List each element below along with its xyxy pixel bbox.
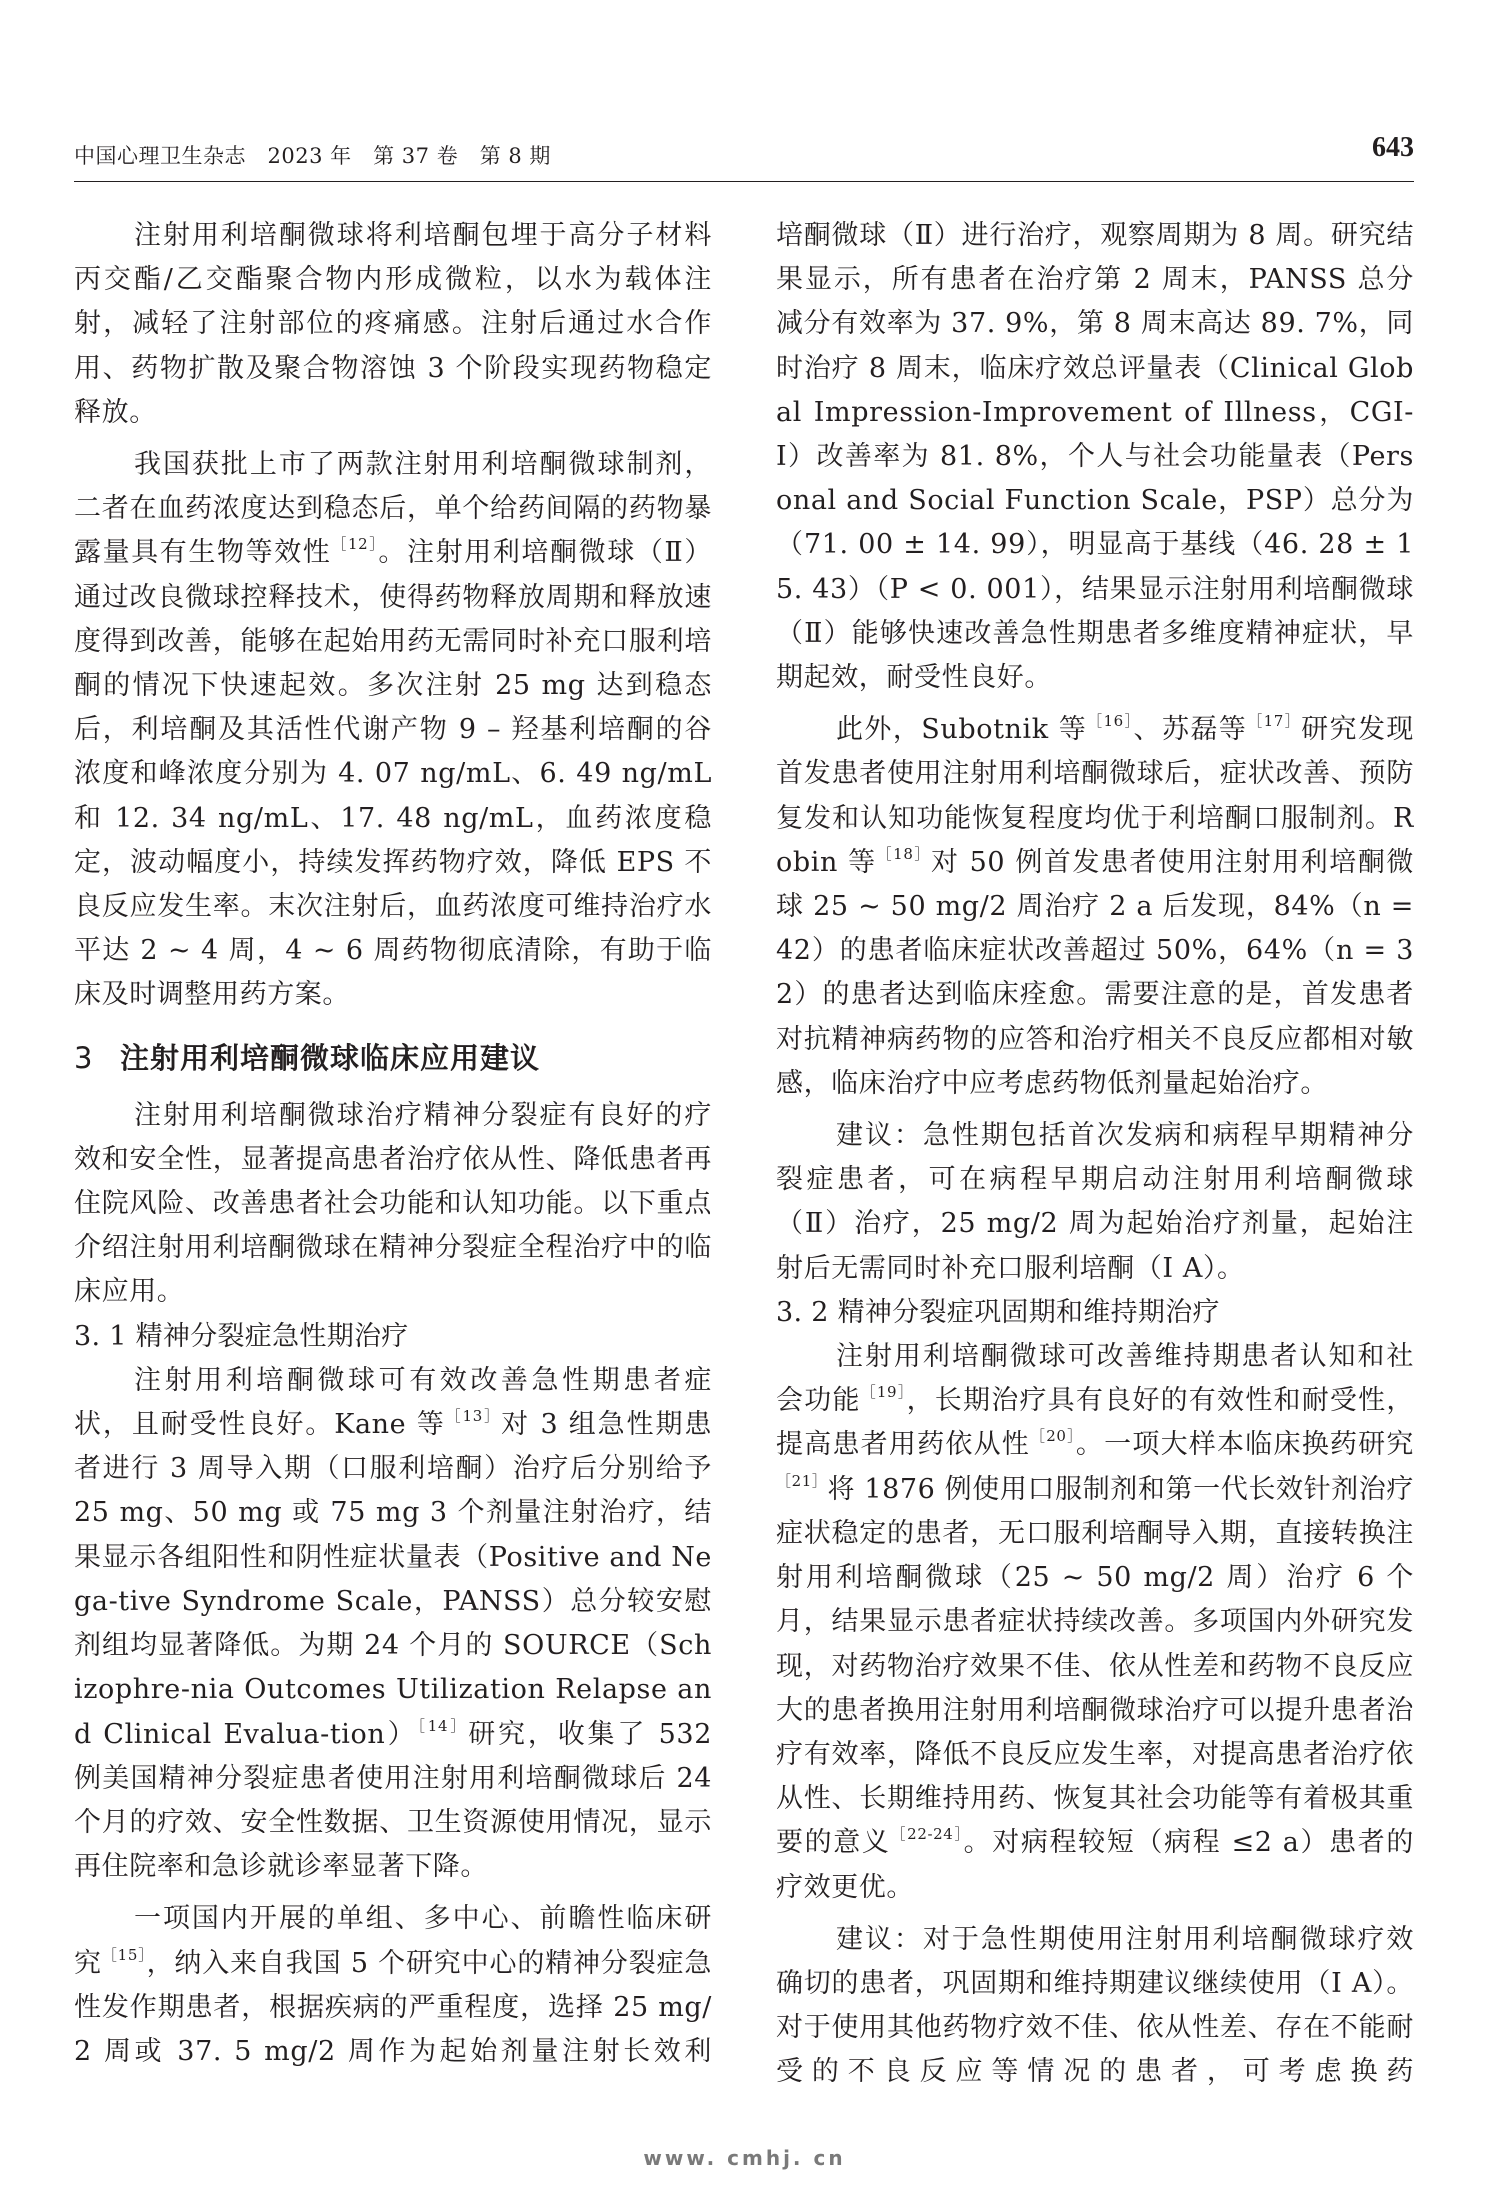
paragraph-text: 研究发现首发患者使用注射用利培酮微球后，症状改善、预防复发和认知功能恢复程度均优于利培酮口服制剂。Robin 等 [776, 714, 1414, 878]
paragraph-text: 。注射用利培酮微球（Ⅱ）通过改良微球控释技术，使得药物释放周期和释放速度得到改善，能够在起始用药无需同时补充口服利培酮的情况下快速起效。多次注射 25 mg 达到稳态后，利培酮及其活性代谢产物 9 – 羟基利培酮的谷浓度和峰浓度分别为 4. 07 ng/mL、6. 49 ng/mL 和 12. 34 ng/mL、17. 48 ng/mL，血药浓度稳定，波动幅度小，持续发挥药物疗效，降低 EPS 不良反应发生率。末次注射后，血药浓度可维持治疗水平达 2 ~ 4 周，4 ~ 6 周药物彻底清除，有助于临床及时调整用药方案。 [74, 537, 712, 1011]
subsection-3-2-heading: 3. 2 精神分裂症巩固期和维持期治疗 [776, 1296, 1220, 1328]
citation: ［18］ [876, 844, 931, 863]
citation: ［19］ [860, 1383, 907, 1402]
paragraph-first-episode [776, 708, 1414, 1106]
paragraph-text: ，长期治疗具有良好的有效性和耐受性，提高患者用药依从性 [776, 1385, 1414, 1461]
running-header [74, 118, 1414, 180]
journal-issue-title: 中国心理卫生杂志 2023 年 第 37 卷 第 8 期 [74, 144, 551, 168]
section-title: 注射用利培酮微球临床应用建议 [120, 1040, 541, 1075]
paragraph-text: 一项国内开展的单组、多中心、前瞻性临床研究 [74, 1903, 712, 1979]
paragraph-two-formulations [74, 443, 712, 1018]
paragraph-maintenance [776, 1335, 1414, 1910]
footer-url: www. cmhj. cn [643, 2146, 846, 2170]
citation: ［22-24］ [890, 1825, 964, 1844]
paragraph-text: 对 50 例首发患者使用注射用利培酮微球 25 ~ 50 mg/2 周治疗 2 a 后发现，84%（n = 42）的患者临床症状改善超过 50%，64%（n = 32）的患者达到临床痊愈。需要注意的是，首发患者对抗精神病药物的应答和治疗相关不良反应都相对敏感，临床治疗中应考虑药物低剂量起始治疗。 [776, 846, 1414, 1099]
paragraph-section-3-intro: 注射用利培酮微球治疗精神分裂症有良好的疗效和安全性，显著提高患者治疗依从性、降低患者再住院风险、改善患者社会功能和认知功能。以下重点介绍注射用利培酮微球在精神分裂症全程治疗中的临床应用。 [74, 1099, 712, 1308]
subsection-3-1-heading: 3. 1 精神分裂症急性期治疗 [74, 1320, 409, 1352]
citation: ［21］ [776, 1471, 828, 1490]
citation: ［12］ [331, 535, 379, 554]
section-3-heading [74, 1036, 712, 1080]
paragraph-text: 注射用利培酮微球可有效改善急性期患者症状，且耐受性良好。Kane 等 [74, 1364, 712, 1441]
paragraph-text: 对 3 组急性期患者进行 3 周导入期（口服利培酮）治疗后分别给予 25 mg、50 mg 或 75 mg 3 个剂量注射治疗，结果显示各组阳性和阴性症状量表（Positive and Nega-tive Syndrome Scale，PANSS）总分较安慰剂组均显著降低。为期 24 个月的 SOURCE（Schizophre-nia Outcomes Utilization Relapse and Clinical Evalua-tion） [74, 1409, 712, 1750]
paragraph-text: 我国获批上市了两款注射用利培酮微球制剂，二者在血药浓度达到稳态后，单个给药间隔的药物暴露量具有生物等效性 [74, 449, 712, 569]
paragraph-text: ，纳入来自我国 5 个研究中心的精神分裂症急性发作期患者，根据疾病的严重程度，选择 25 mg/2 周或 37. 5 mg/2 周作为起始剂量注射长效利 [74, 1947, 712, 2067]
paragraph-text: 。一项大样本临床换药研究 [1075, 1429, 1414, 1461]
paragraph-text: 。对病程较短（病程 ≤2 a）患者的疗效更优。 [776, 1827, 1414, 1903]
paragraph-text: 注射用利培酮微球可改善维持期患者认知和社会功能 [776, 1341, 1414, 1417]
paragraph-domestic-study [74, 1897, 712, 2074]
right-column [776, 214, 1414, 2095]
paragraph-text: 研究，收集了 532 例美国精神分裂症患者使用注射用利培酮微球后 24 个月的疗效、安全性数据、卫生资源使用情况，显示再住院率和急诊就诊率显著下降。 [74, 1718, 712, 1883]
paragraph-acute-phase [74, 1359, 712, 1889]
paragraph-text: 将 1876 例使用口服制剂和第一代长效针剂治疗症状稳定的患者，无口服利培酮导入期，直接转换注射用利培酮微球（25 ~ 50 mg/2 周）治疗 6 个月，结果显示患者症状持续改善。多项国内外研究发现，对药物治疗效果不佳、依从性差和药物不良反应大的患者换用注射用利培酮微球治疗可以提升患者治疗有效率，降低不良反应发生率，对提高患者治疗依从性、长期维持用药、恢复其社会功能等有着极其重要的意义 [776, 1473, 1414, 1859]
paragraph-microsphere-structure: 注射用利培酮微球将利培酮包埋于高分子材料丙交酯/乙交酯聚合物内形成微粒，以水为载体注射，减轻了注射部位的疼痛感。注射后通过水合作用、药物扩散及聚合物溶蚀 3 个阶段实现药物稳定释放。 [74, 220, 712, 428]
left-column [74, 214, 712, 2074]
header-rule [74, 181, 1414, 182]
citation: ［14］ [417, 1716, 469, 1735]
paragraph-maintenance-recommendation: 建议：对于急性期使用注射用利培酮微球疗效确切的患者，巩固期和维持期建议继续使用（Ⅰ A）。对于使用其他药物疗效不佳、依从性差、存在不能耐受的不良反应等情况的患者，可考虑换药 [776, 1923, 1414, 2088]
paragraph-text: 、苏磊等 [1133, 714, 1248, 746]
citation: ［17］ [1247, 712, 1302, 731]
citation: ［15］ [101, 1945, 147, 1964]
citation: ［20］ [1030, 1427, 1076, 1446]
paragraph-study-results: 培酮微球（Ⅱ）进行治疗，观察周期为 8 周。研究结果显示，所有患者在治疗第 2 周末，PANSS 总分减分有效率为 37. 9%，第 8 周末高达 89. 7%，同时治疗 8 周末，临床疗效总评量表（Clinical Global Impression-Improvement of Illness，CGI-I）改善率为 81. 8%，个人与社会功能量表（Personal and Social Function Scale，PSP）总分为（71. 00 ± 14. 99），明显高于基线（46. 28 ± 15. 43）（P < 0. 001），结果显示注射用利培酮微球（Ⅱ）能够快速改善急性期患者多维度精神症状，早期起效，耐受性良好。 [776, 220, 1414, 694]
section-number: 3 [74, 1040, 94, 1075]
paragraph-acute-recommendation: 建议：急性期包括首次发病和病程早期精神分裂症患者，可在病程早期启动注射用利培酮微球（Ⅱ）治疗，25 mg/2 周为起始治疗剂量，起始注射后无需同时补充口服利培酮（Ⅰ A）。 [776, 1120, 1414, 1284]
page-number: 643 [1372, 132, 1414, 163]
citation: ［13］ [445, 1407, 502, 1426]
paragraph-text: 此外，Subotnik 等 [836, 714, 1088, 746]
citation: ［16］ [1087, 712, 1134, 731]
